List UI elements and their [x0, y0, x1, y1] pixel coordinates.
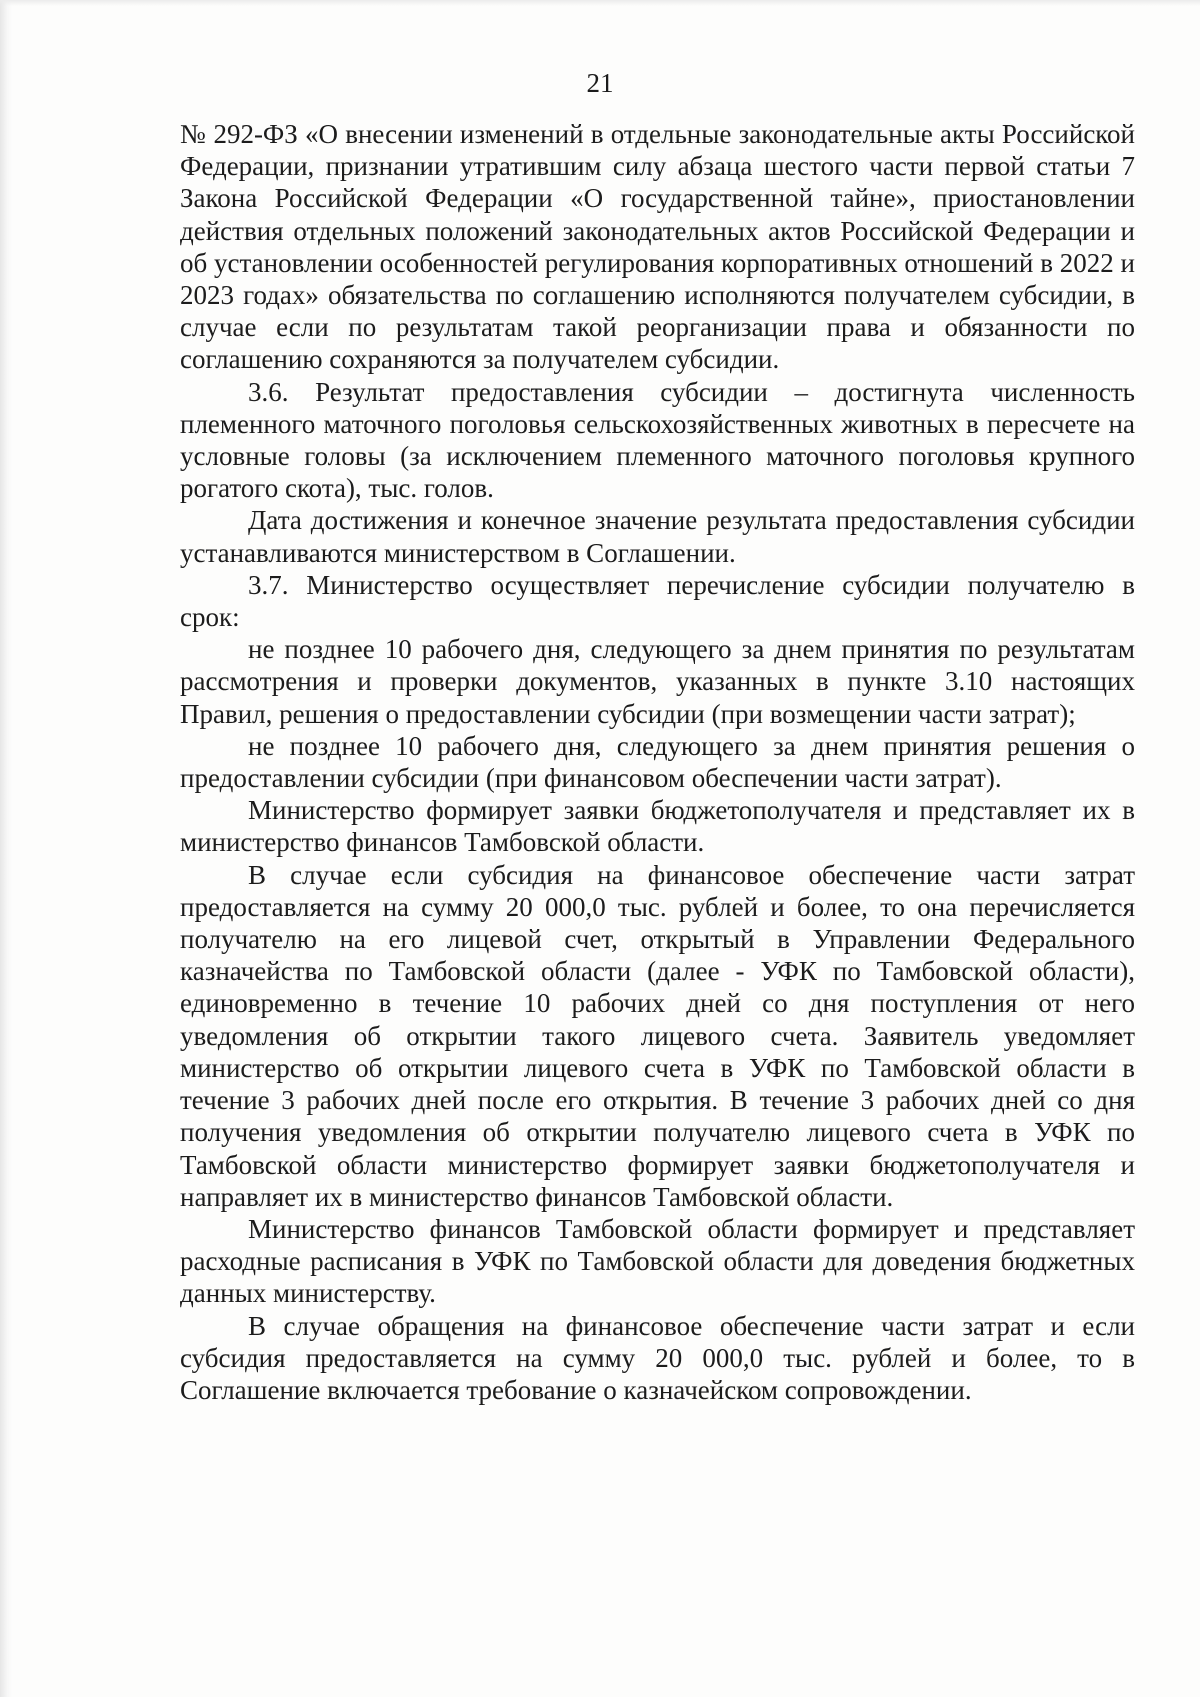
- scan-top-shadow: [0, 0, 1200, 6]
- scan-edge-shadow: [0, 0, 12, 1697]
- paragraph-federal-law-reference: № 292-ФЗ «О внесении изменений в отдельные законодательные акты Российской Федерации, признании утратившим силу абзаца шестого части первой статьи 7 Закона Российской Федерации «О государственной тайне», приостановлении действия отдельных положений законодательных актов Российской Федерации и об установлении особенностей регулирования корпоративных отношений в 2022 и 2023 годах» обязательства по соглашению исполняются получателем субсидии, в случае если по результатам такой реорганизации права и обязанности по соглашению сохраняются за получателем субсидии.: [180, 119, 1135, 375]
- paragraph-term-compensation: не позднее 10 рабочего дня, следующего за днем принятия по результатам рассмотрения и проверки документов, указанных в пункте 3.10 настоящих Правил, решения о предоставлении субсидии (при возмещении части затрат);: [180, 634, 1135, 729]
- paragraph-finance-ministry-schedules: Министерство финансов Тамбовской области формирует и представляет расходные расписания в УФК по Тамбовской области для доведения бюджетных данных министерству.: [180, 1213, 1135, 1309]
- document-body: [180, 118, 1135, 1406]
- paragraph-3-7-transfer-terms: 3.7. Министерство осуществляет перечисление субсидии получателю в срок:: [180, 569, 1135, 633]
- paragraph-term-financing: не позднее 10 рабочего дня, следующего за днем принятия решения о предоставлении субсидии (при финансовом обеспечении части затрат).: [180, 730, 1135, 794]
- paragraph-treasury-account: В случае если субсидия на финансовое обеспечение части затрат предоставляется на сумму 20 000,0 тыс. рублей и более, то она перечисляется получателю на его лицевой счет, открытый в Управлении Федерального казначейства по Тамбовской области (далее - УФК по Тамбовской области), единовременно в течение 10 рабочих дней со дня поступления от него уведомления об открытии такого лицевого счета. Заявитель уведомляет министерство об открытии лицевого счета в УФК по Тамбовской области в течение 3 рабочих дней после его открытия. В течение 3 рабочих дней со дня получения уведомления об открытии получателю лицевого счета в УФК по Тамбовской области министерство формирует заявки бюджетополучателя и направляет их в министерство финансов Тамбовской области.: [180, 859, 1135, 1212]
- page-number: 21: [586, 68, 614, 98]
- paragraph-result-date: Дата достижения и конечное значение результата предоставления субсидии устанавливаются министерством в Соглашении.: [180, 505, 1135, 568]
- paragraph-treasury-support: В случае обращения на финансовое обеспечение части затрат и если субсидия предоставляется на сумму 20 000,0 тыс. рублей и более, то в Соглашение включается требование о казначейском сопровождении.: [180, 1310, 1135, 1405]
- paragraph-3-6-result: 3.6. Результат предоставления субсидии – достигнута численность племенного маточного поголовья сельскохозяйственных животных в пересчете на условные головы (за исключением племенного маточного поголовья крупного рогатого скота), тыс. голов.: [180, 376, 1135, 504]
- paragraph-budget-requests: Министерство формирует заявки бюджетополучателя и представляет их в министерство финансов Тамбовской области.: [180, 795, 1135, 858]
